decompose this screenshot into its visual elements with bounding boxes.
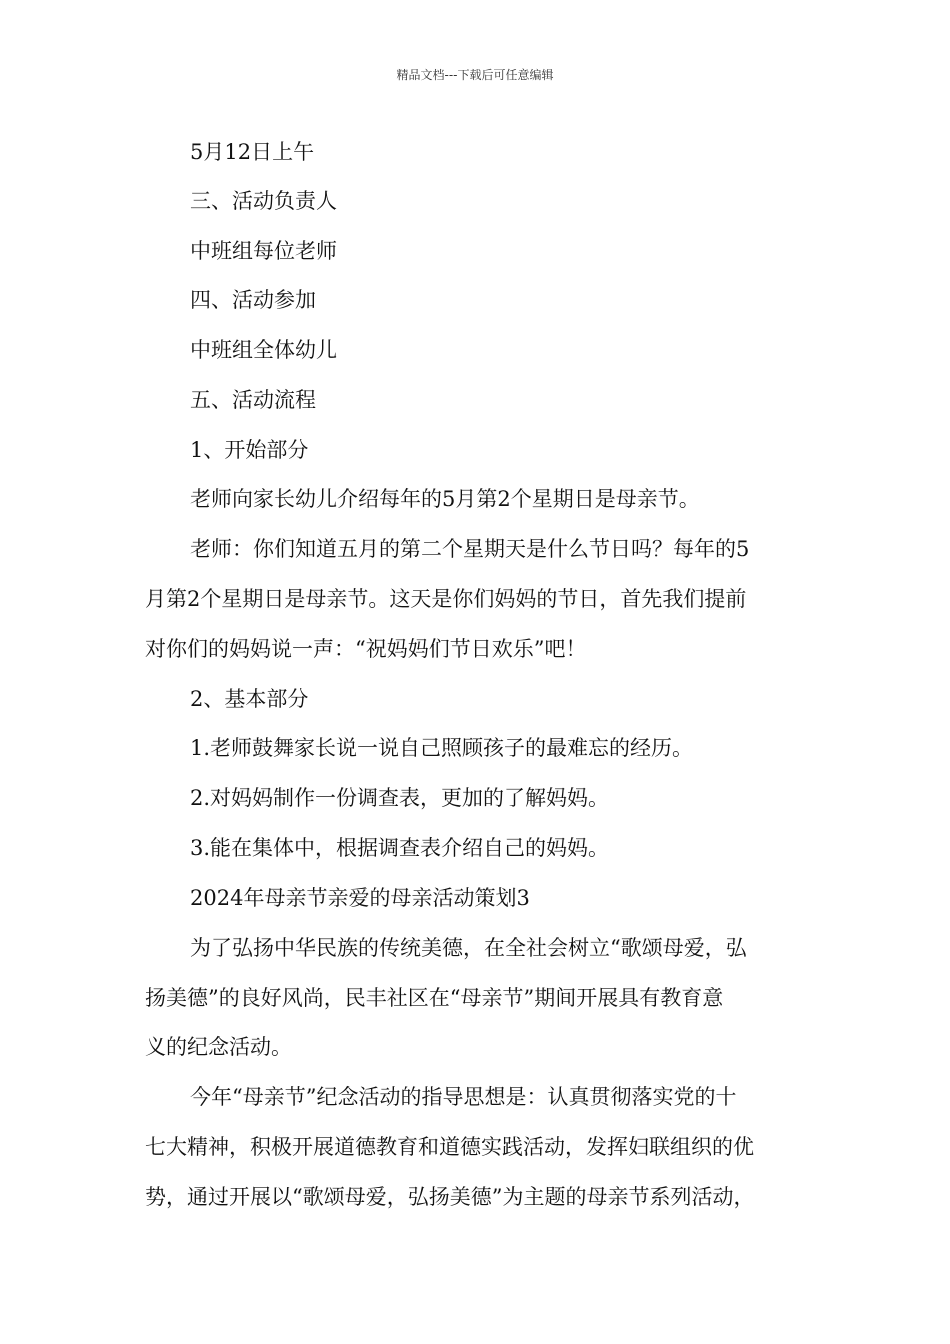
subsection-heading: 1、开始部分 — [190, 438, 309, 462]
page-header: 精品文档---下载后可任意编辑 — [396, 68, 554, 82]
text-line: 月第2个星期日是母亲节。这天是你们妈妈的节日，首先我们提前 — [145, 587, 747, 611]
text-line: 中班组全体幼儿 — [190, 338, 337, 362]
document-title: 2024年母亲节亲爱的母亲活动策划3 — [190, 886, 530, 910]
text-line: 势，通过开展以“歌颂母爱，弘扬美德”为主题的母亲节系列活动， — [145, 1185, 755, 1209]
text-line: 七大精神，积极开展道德教育和道德实践活动，发挥妇联组织的优 — [145, 1135, 754, 1159]
subsection-heading: 2、基本部分 — [190, 687, 309, 711]
text-line: 5月12日上午 — [190, 140, 315, 164]
list-item: 3.能在集体中，根据调查表介绍自己的妈妈。 — [190, 836, 610, 860]
text-line: 义的纪念活动。 — [145, 1035, 292, 1059]
list-item: 2.对妈妈制作一份调查表，更加的了解妈妈。 — [190, 786, 610, 810]
list-item: 1.老师鼓舞家长说一说自己照顾孩子的最难忘的经历。 — [190, 736, 694, 760]
text-line: 为了弘扬中华民族的传统美德，在全社会树立“歌颂母爱，弘 — [190, 936, 747, 960]
text-line: 对你们的妈妈说一声：“祝妈妈们节日欢乐”吧！ — [145, 637, 587, 661]
section-heading: 四、活动参加 — [190, 288, 316, 312]
text-line: 今年“母亲节”纪念活动的指导思想是：认真贯彻落实党的十 — [190, 1085, 737, 1109]
text-line: 扬美德”的良好风尚，民丰社区在“母亲节”期间开展具有教育意 — [145, 986, 724, 1010]
text-line: 中班组每位老师 — [190, 239, 337, 263]
text-line: 老师向家长幼儿介绍每年的5月第2个星期日是母亲节。 — [190, 487, 700, 511]
section-heading: 三、活动负责人 — [190, 189, 337, 213]
text-line: 老师：你们知道五月的第二个星期天是什么节日吗？每年的5 — [190, 537, 750, 561]
section-heading: 五、活动流程 — [190, 388, 316, 412]
